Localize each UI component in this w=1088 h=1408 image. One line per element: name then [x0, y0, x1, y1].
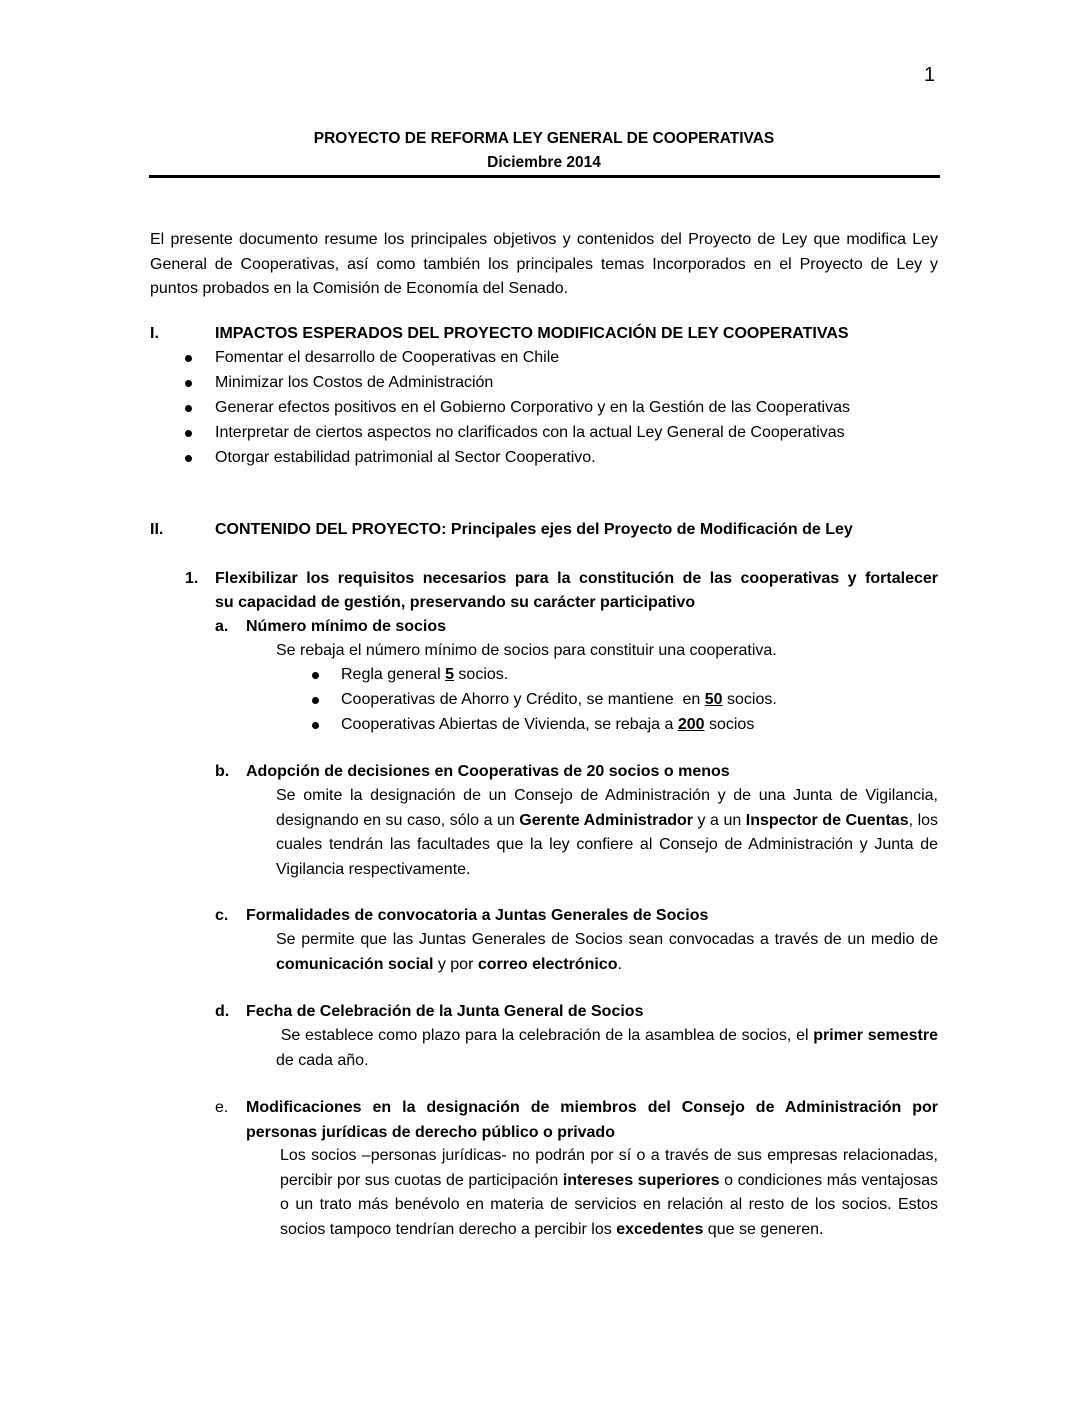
- emphasis: primer semestre: [813, 1027, 939, 1044]
- bullet-icon: [185, 405, 192, 412]
- intro-paragraph: El presente documento resume los principales objetivos y contenidos del Proyecto de Ley que modifica Ley General de Cooperativas, así como también los principales temas Incorporados en el Proyecto de Ley y puntos probados en la Comisión de Economía del Senado.: [150, 231, 938, 297]
- subitem-b-text: [276, 784, 938, 882]
- subitem-b-title: Adopción de decisiones en Cooperativas de 20 socios o menos: [246, 763, 730, 780]
- text: Se omite la designación de un Consejo de Administración y de una Junta de Vigilancia, designando en su caso, sólo a un: [276, 787, 938, 829]
- bullet-icon: [312, 697, 319, 704]
- list-item-number: 5: [445, 666, 454, 683]
- list-item: [341, 688, 777, 713]
- text: de cada año.: [276, 1027, 943, 1069]
- subitem-d-title: Fecha de Celebración de la Junta General de Socios: [246, 1003, 644, 1020]
- text: Se establece como plazo para la celebración de la asamblea de socios, el: [276, 1027, 814, 1044]
- subitem-e-title: Modificaciones en la designación de miembros del Consejo de Administración por personas jurídicas de derecho público o privado: [246, 1099, 938, 1141]
- section-2-numeral: II.: [150, 521, 164, 538]
- text: .: [617, 955, 622, 973]
- subitem-a-title: Número mínimo de socios: [246, 618, 447, 635]
- list-item: [341, 713, 754, 738]
- list-item-text: socios.: [722, 691, 777, 708]
- list-item-text: Cooperativas Abiertas de Vivienda, se rebaja a: [341, 716, 678, 733]
- list-item: Minimizar los Costos de Administración: [215, 374, 494, 391]
- subitem-a-letter: a.: [215, 618, 229, 635]
- text: que se generen.: [703, 1220, 824, 1238]
- section-2-title-rest: Principales ejes del Proyecto de Modificación de Ley: [450, 521, 853, 538]
- bullet-icon: [185, 455, 192, 462]
- subitem-e-text: [280, 1144, 938, 1242]
- list-item: Otorgar estabilidad patrimonial al Sector Cooperativo.: [215, 449, 596, 466]
- emphasis: excedentes: [616, 1220, 704, 1238]
- subitem-c-title: Formalidades de convocatoria a Juntas Generales de Socios: [246, 907, 709, 924]
- text: y por: [433, 955, 478, 973]
- list-item-text: Regla general: [341, 666, 446, 683]
- subitem-a-text: Se rebaja el número mínimo de socios para constituir una cooperativa.: [276, 642, 777, 659]
- document-title: PROYECTO DE REFORMA LEY GENERAL DE COOPERATIVAS: [313, 130, 775, 147]
- header-divider: [149, 175, 940, 178]
- list-item-text: socios.: [453, 666, 509, 683]
- emphasis: correo electrónico: [477, 955, 618, 973]
- list-item-text: Cooperativas de Ahorro y Crédito, se mantiene en: [341, 691, 705, 708]
- page-number: 1: [924, 64, 936, 86]
- subitem-b-letter: b.: [215, 763, 230, 780]
- document-date: Diciembre 2014: [487, 154, 601, 171]
- subitem-c-text: [276, 928, 938, 977]
- subitem-d-letter: d.: [215, 1003, 230, 1020]
- item-1-number: 1.: [185, 570, 199, 587]
- text: Los socios –personas jurídicas- no podrán por sí o a través de sus empresas relacionadas, percibir por sus cuotas de participación: [280, 1147, 938, 1189]
- list-item: [341, 663, 508, 688]
- subitem-d-text: [276, 1024, 943, 1073]
- list-item: Fomentar el desarrollo de Cooperativas en Chile: [215, 349, 560, 366]
- text: y a un: [693, 811, 746, 829]
- text: Se permite que las Juntas Generales de Socios sean convocadas a través de un medio de: [276, 931, 938, 948]
- text: o condiciones más ventajosas o un trato más benévolo en materia de servicios en relación al resto de los socios. Estos socios tampoco tendrían derecho a percibir los: [280, 1171, 939, 1238]
- emphasis: comunicación social: [276, 955, 434, 973]
- emphasis: Inspector de Cuentas: [745, 811, 909, 829]
- bullet-icon: [312, 722, 319, 729]
- subitem-c-letter: c.: [215, 907, 229, 924]
- bullet-icon: [185, 355, 192, 362]
- list-item: Interpretar de ciertos aspectos no clarificados con la actual Ley General de Cooperativas: [215, 424, 845, 441]
- text: , los cuales tendrán las facultades que la ley confiere al Consejo de Administración y Junta de Vigilancia respectivamente.: [276, 811, 939, 878]
- item-1-title-line-1: Flexibilizar los requisitos necesarios para la constitución de las cooperativas y fortalecer: [215, 570, 938, 587]
- section-1-title: IMPACTOS ESPERADOS DEL PROYECTO MODIFICACIÓN DE LEY COOPERATIVAS: [215, 325, 849, 342]
- emphasis: Gerente Administrador: [519, 811, 694, 829]
- bullet-icon: [185, 430, 192, 437]
- item-1-title-line-2: su capacidad de gestión, preservando su carácter participativo: [215, 594, 696, 611]
- section-2-title: [215, 518, 853, 543]
- list-item: Generar efectos positivos en el Gobierno Corporativo y en la Gestión de las Cooperativas: [215, 399, 851, 416]
- list-item-text: socios: [704, 716, 755, 733]
- bullet-icon: [185, 380, 192, 387]
- section-2-title-bold: CONTENIDO DEL PROYECTO:: [215, 521, 447, 538]
- section-1-numeral: I.: [150, 325, 159, 342]
- list-item-number: 200: [677, 716, 705, 733]
- emphasis: intereses superiores: [562, 1171, 720, 1189]
- list-item-number: 50: [704, 691, 723, 708]
- bullet-icon: [312, 672, 319, 679]
- subitem-e-letter: e.: [215, 1099, 229, 1116]
